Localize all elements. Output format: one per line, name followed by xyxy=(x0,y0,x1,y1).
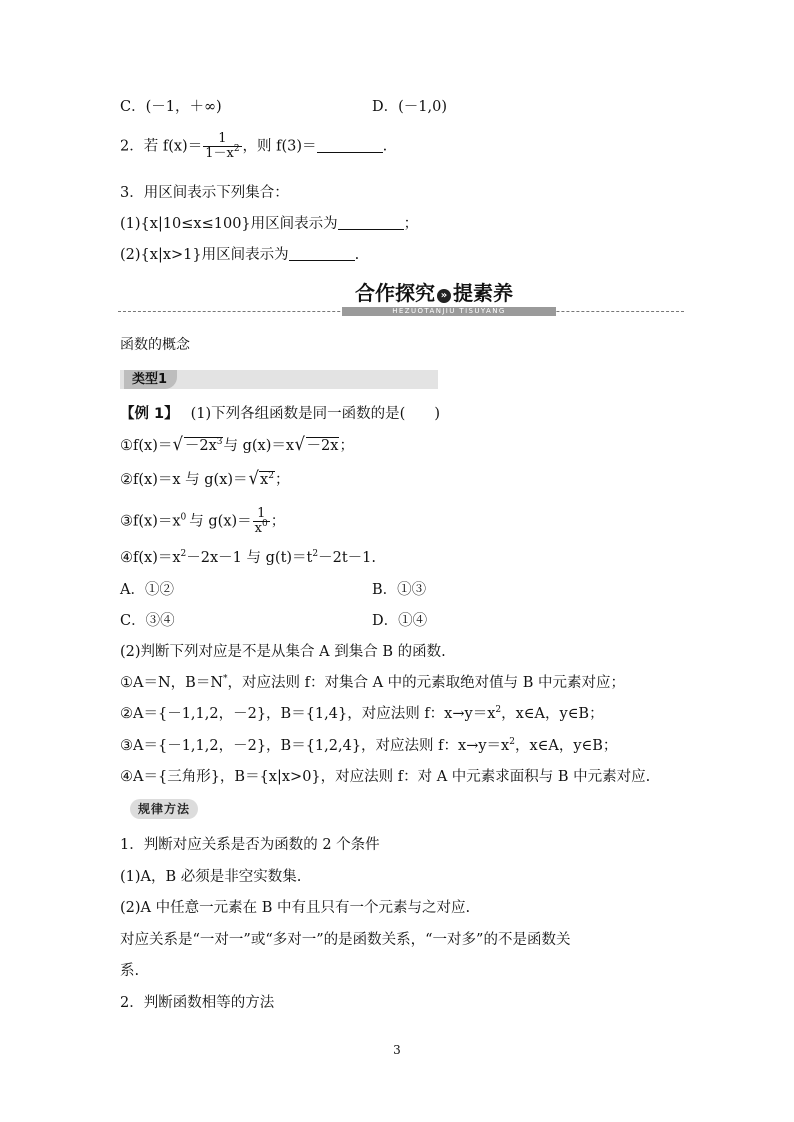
m1-sup: * xyxy=(223,674,228,684)
method-tag: 规律方法 xyxy=(130,799,198,819)
function-pair-2 xyxy=(120,470,289,490)
f2-lhs: ②f(x)＝x 与 g(x)＝ xyxy=(120,472,248,488)
m2-text-b: ，x∈A，y∈B； xyxy=(501,706,604,722)
example-part1-text: (1)下列各组函数是同一函数的是( ) xyxy=(190,406,440,422)
section-heading: 函数的概念 xyxy=(120,337,190,353)
function-pair-4 xyxy=(120,548,376,568)
q2-den-exp: 2 xyxy=(233,144,240,154)
f4-exp-2: 2 xyxy=(312,549,319,559)
q3-item2-blank[interactable] xyxy=(289,246,355,261)
q3-item1-blank[interactable] xyxy=(338,215,404,230)
example-option-c: C．③④ xyxy=(120,613,175,629)
option-c: C．(－1，＋∞) xyxy=(120,99,222,115)
f3-den-exp: 0 xyxy=(262,519,268,529)
f4-end: －2t－1. xyxy=(318,550,377,566)
section-banner-title xyxy=(355,280,513,306)
page-number: 3 xyxy=(393,1043,401,1057)
f3-frac-den: x xyxy=(254,521,263,536)
m2-text-a: ②A＝{－1,1,2，－2}，B＝{1,4}，对应法则 f：x→y＝x xyxy=(120,706,496,722)
f1-end: ； xyxy=(339,438,354,454)
f1-radicand-2: －2x xyxy=(306,438,339,454)
q2-prefix: 2．若 f(x)＝ xyxy=(120,138,203,155)
q2-suffix: ，则 f(3)＝ xyxy=(242,138,317,155)
f3-end: ； xyxy=(270,513,286,530)
function-pair-1 xyxy=(120,436,354,456)
sqrt-icon: √ $x^2$ xyxy=(248,468,274,489)
mapping-1 xyxy=(120,673,625,693)
mapping-4: ④A＝{三角形}，B＝{x|x>0}，对应法则 f：对 A 中元素求面积与 B 中元素对应. xyxy=(120,769,651,785)
f4-exp: 2 xyxy=(180,549,187,559)
f3-mid: 与 g(x)＝ xyxy=(189,513,252,530)
f2-radicand: x xyxy=(260,472,269,488)
example-1-part-1 xyxy=(120,404,440,424)
option-d: D．(－1,0) xyxy=(372,99,447,115)
banner-title-right: 提素养 xyxy=(453,281,513,305)
banner-subtitle: HEZUOTANJIU TISUYANG xyxy=(342,307,556,316)
q3-item2-end: . xyxy=(354,247,360,263)
f1-radicand: －2x xyxy=(184,438,217,454)
question-2 xyxy=(120,132,387,161)
f3-frac-num: 1 xyxy=(257,506,266,521)
function-pair-3 xyxy=(120,507,285,536)
question-3-item-2 xyxy=(120,245,359,265)
f4-mid: －2x－1 与 g(t)＝t xyxy=(186,550,313,566)
question-3-item-1 xyxy=(120,214,418,234)
mapping-2 xyxy=(120,704,604,724)
banner-title-left: 合作探究 xyxy=(355,281,435,305)
example-option-b: B．①③ xyxy=(372,582,427,598)
sqrt-icon: √ －2x xyxy=(294,434,339,455)
f1-exp: 3 xyxy=(216,437,223,447)
m3-sup: 2 xyxy=(509,737,515,747)
sqrt-icon: √ $-2x^3$ xyxy=(172,434,223,455)
example-option-d: D．①④ xyxy=(372,613,428,629)
f1-lhs: ①f(x)＝ xyxy=(120,438,173,454)
q2-frac-den: $1-x^2$ xyxy=(205,144,240,161)
type-label: 类型1 xyxy=(124,370,177,389)
f3-lhs: ③f(x)＝x xyxy=(120,513,181,530)
method-line-4: 对应关系是“一对一”或“多对一”的是函数关系，“一对多”的不是函数关 xyxy=(120,932,571,948)
m3-text-b: ，x∈A，y∈B； xyxy=(514,738,618,754)
q2-fraction xyxy=(203,132,241,161)
m1-text-b: ，对应法则 f：对集合 A 中的元素取绝对值与 B 中元素对应； xyxy=(227,675,626,691)
q2-answer-blank[interactable] xyxy=(317,138,383,153)
double-arrow-icon: » xyxy=(437,289,451,303)
method-line-3: (2)A 中任意一元素在 B 中有且只有一个元素与之对应. xyxy=(120,900,471,916)
f2-end: ； xyxy=(274,472,290,488)
method-line-6: 2．判断函数相等的方法 xyxy=(120,995,275,1011)
f2-exp: 2 xyxy=(268,471,274,481)
q3-item2-text: (2){x|x>1}用区间表示为 xyxy=(120,247,289,263)
example-option-a: A．①② xyxy=(120,582,174,598)
question-3-title: 3．用区间表示下列集合： xyxy=(120,185,289,201)
q2-frac-num: 1 xyxy=(218,131,227,146)
q3-item1-end: ； xyxy=(403,216,419,232)
m2-sup: 2 xyxy=(495,705,502,715)
method-line-1: 1．判断对应关系是否为函数的 2 个条件 xyxy=(120,837,380,853)
f3-exp: 0 xyxy=(180,512,187,523)
mapping-3 xyxy=(120,736,617,756)
example-1-part-2: (2)判断下列对应是不是从集合 A 到集合 B 的函数. xyxy=(120,644,446,660)
f4-lhs: ④f(x)＝x xyxy=(120,550,181,566)
f1-mid: 与 g(x)＝x xyxy=(223,438,295,454)
f3-fraction xyxy=(253,507,270,536)
m3-text-a: ③A＝{－1,1,2，－2}，B＝{1,2,4}，对应法则 f：x→y＝x xyxy=(120,738,510,754)
example-label: 【例 1】 xyxy=(120,406,179,422)
q3-item1-text: (1){x|10≤x≤100}用区间表示为 xyxy=(120,216,338,232)
method-line-2: (1)A，B 必须是非空实数集. xyxy=(120,869,302,885)
method-line-5: 系. xyxy=(120,963,140,979)
m1-text-a: ①A＝N，B＝N xyxy=(120,675,224,691)
q2-end: . xyxy=(382,138,388,155)
